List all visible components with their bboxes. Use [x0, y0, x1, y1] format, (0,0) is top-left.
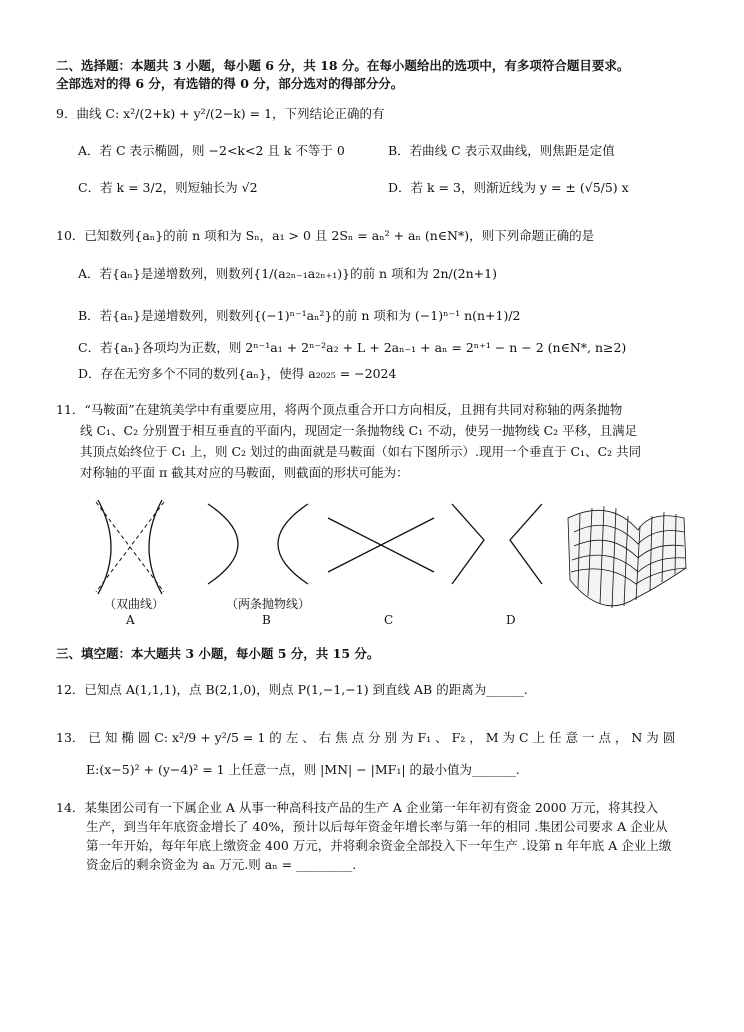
q10-option-b: B．若{aₙ}是递增数列，则数列{(−1)ⁿ⁻¹aₙ²}的前 n 项和为 (−1)ⁿ⁻¹ n(n+1)/2: [78, 308, 521, 323]
figure-c-label: C: [384, 613, 394, 627]
figure-d-label: D: [506, 613, 516, 627]
q14-line2: 生产，到当年年底资金增长了 40%，预计以后每年资金年增长率与第一年的相同 .集团公司要求 A 企业从: [86, 819, 668, 834]
figure-a-label: A: [126, 613, 135, 627]
figure-b-caption: （两条抛物线）: [226, 597, 311, 611]
figure-b-parabolas: [208, 504, 308, 584]
q14-line3: 第一年开始，每年年底上缴资金 400 万元，并将剩余资金全部投入下一年生产 .设第 n 年年底 A 企业上缴: [86, 838, 672, 853]
section2-heading-line1: 二、选择题：本题共 3 小题，每小题 6 分，共 18 分。在每小题给出的选项中，有多项符合题目要求。: [56, 58, 630, 73]
figure-c-crossing-lines: [328, 518, 434, 572]
q11-line3: 其顶点始终位于 C₁ 上，则 C₂ 划过的曲面就是马鞍面（如右下图所示）.现用一个垂直于 C₁、C₂ 共同: [80, 444, 642, 459]
q10-option-a: A．若{aₙ}是递增数列，则数列{1/(a₂ₙ₋₁a₂ₙ₊₁)}的前 n 项和为 2n/(2n+1): [78, 266, 497, 281]
q13-line2: E:(x−5)² + (y−4)² = 1 上任意一点，则 |MN| − |MF₁| 的最小值为_______.: [86, 762, 520, 777]
figure-b-label: B: [262, 613, 271, 627]
section2-heading-line2: 全部选对的得 6 分，有选错的得 0 分，部分选对的得部分分。: [56, 76, 404, 91]
q13-line1: 13． 已 知 椭 圆 C: x²/9 + y²/5 = 1 的 左 、 右 焦 点 分 别 为 F₁ 、 F₂ ， M 为 C 上 任 意 一 点 ， N 为 圆: [56, 730, 676, 745]
saddle-surface-figure: [568, 506, 686, 608]
q10-option-d: D．存在无穷多个不同的数列{aₙ}，使得 a₂₀₂₅ = −2024: [78, 366, 397, 381]
q14-line4: 资金后的剩余资金为 aₙ 万元.则 aₙ = _________.: [86, 857, 357, 872]
figure-a-caption: （双曲线）: [104, 597, 165, 611]
q11-figure: [90, 496, 690, 628]
q9-option-a: A．若 C 表示椭圆，则 −2<k<2 且 k 不等于 0: [78, 143, 345, 158]
figure-a-hyperbola: [96, 500, 164, 594]
figure-d-v-lines: [452, 504, 542, 584]
q10-option-c: C．若{aₙ}各项均为正数，则 2ⁿ⁻¹a₁ + 2ⁿ⁻²a₂ + L + 2aₙ₋₁ + aₙ = 2ⁿ⁺¹ − n − 2 (n∈N*, n≥2): [78, 340, 627, 355]
q11-line2: 线 C₁、C₂ 分别置于相互垂直的平面内，现固定一条抛物线 C₁ 不动，使另一抛物线 C₂ 平移，且满足: [80, 423, 638, 438]
q12-text: 12．已知点 A(1,1,1)，点 B(2,1,0)，则点 P(1,−1,−1) 到直线 AB 的距离为______.: [56, 682, 528, 697]
q11-line1: 11．“马鞍面”在建筑美学中有重要应用，将两个顶点重合开口方向相反，且拥有共同对称轴的两条抛物: [56, 402, 623, 417]
q9-stem: 9．曲线 C: x²/(2+k) + y²/(2−k) = 1，下列结论正确的有: [56, 106, 385, 121]
q9-option-d: D．若 k = 3，则渐近线为 y = ± (√5/5) x: [388, 180, 629, 195]
q14-line1: 14．某集团公司有一下属企业 A 从事一种高科技产品的生产 A 企业第一年年初有资金 2000 万元，将其投入: [56, 800, 659, 815]
section3-heading: 三、填空题：本大题共 3 小题，每小题 5 分，共 15 分。: [56, 646, 380, 661]
q10-stem: 10．已知数列{aₙ}的前 n 项和为 Sₙ，a₁ > 0 且 2Sₙ = aₙ² + aₙ (n∈N*)，则下列命题正确的是: [56, 228, 595, 243]
q9-option-b: B．若曲线 C 表示双曲线，则焦距是定值: [388, 143, 615, 158]
q11-line4: 对称轴的平面 π 截其对应的马鞍面，则截面的形状可能为：: [80, 465, 409, 480]
q9-option-c: C．若 k = 3/2，则短轴长为 √2: [78, 180, 258, 195]
